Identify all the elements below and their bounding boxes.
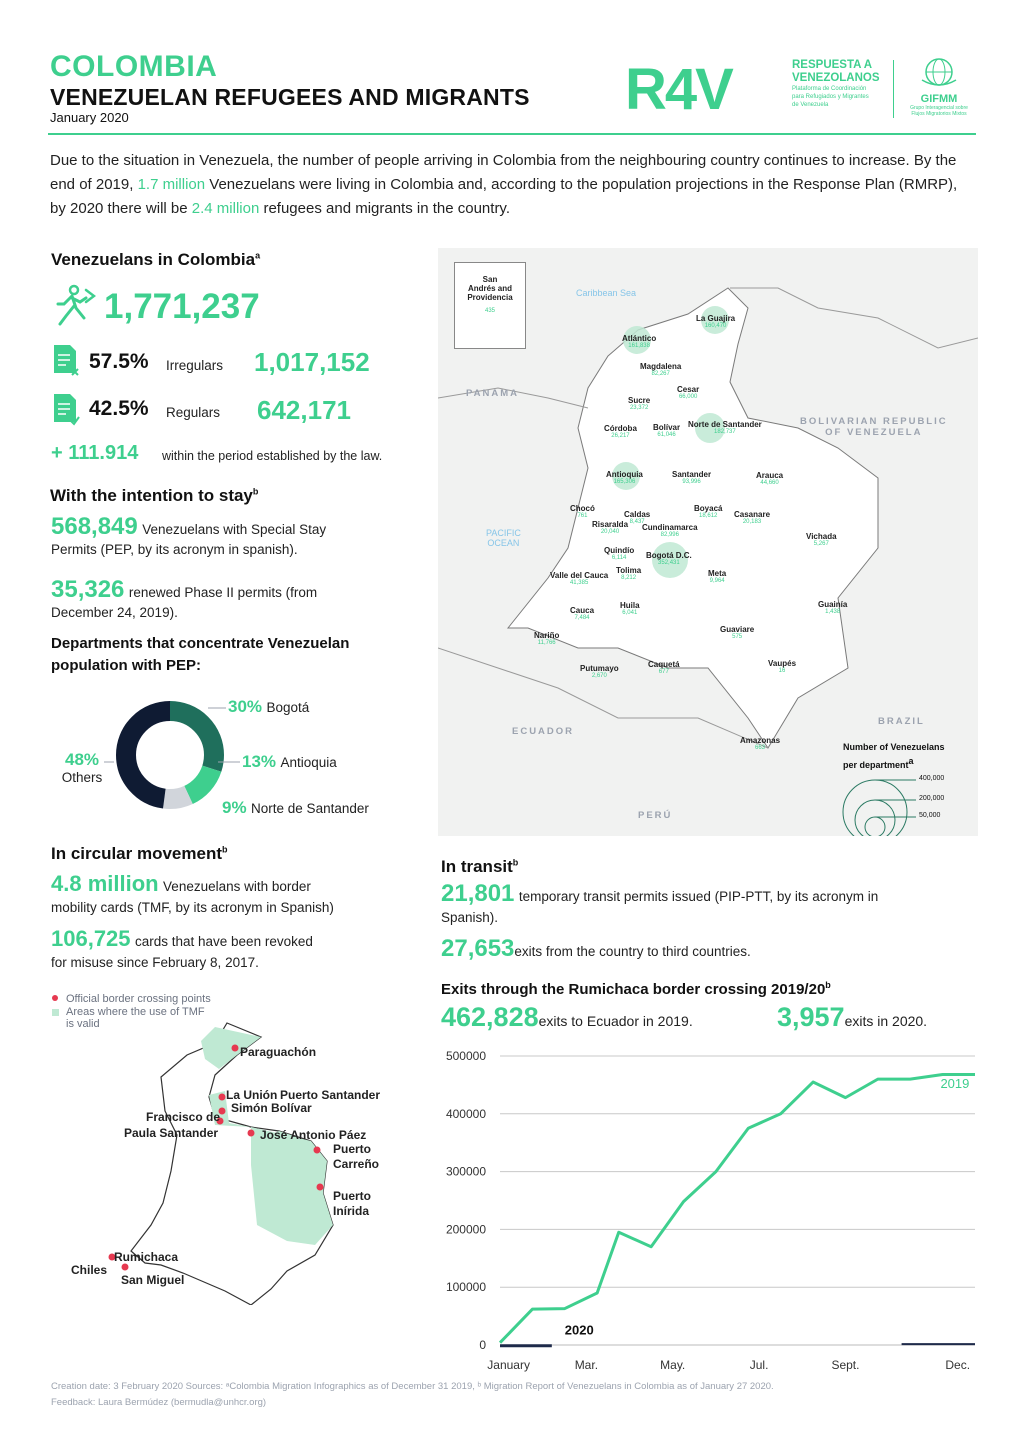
map-legend-title-1: Number of Venezuelans: [843, 742, 945, 752]
series-line-2019: [500, 1074, 975, 1342]
tmf-block: [51, 873, 431, 918]
map-legend-400k: 400,000: [919, 775, 945, 782]
department-value: 2,670: [591, 673, 607, 679]
inset-value: 435: [484, 308, 495, 314]
inset-title-2: Andrés and: [467, 284, 512, 293]
department-value: 9,964: [709, 578, 725, 584]
department-name: Risaralda: [592, 520, 629, 529]
department-name: Sucre: [628, 396, 651, 405]
department-value: 677: [658, 669, 669, 675]
donut-label-norte: [222, 798, 369, 818]
page-title: VENEZUELAN REFUGEES AND MIGRANTS: [50, 84, 530, 110]
department-name: Chocó: [570, 504, 595, 513]
department-value: 160,470: [704, 323, 727, 329]
regular-value: 642,171: [257, 395, 351, 425]
walking-person-icon: [50, 284, 96, 331]
map-legend-title-2: per department: [843, 760, 909, 770]
tmf-value: 4.8 million: [51, 871, 159, 896]
donut-leader-lines: [100, 690, 240, 820]
x-tick-label: Mar.: [574, 1358, 599, 1372]
department-name: Cesar: [677, 385, 700, 394]
department-label: [818, 600, 847, 615]
department-value: 575: [732, 634, 743, 640]
border-point-puerto-inirida: [317, 1184, 324, 1191]
department-value: 165,306: [613, 479, 636, 485]
department-label: [756, 471, 783, 486]
red-dot-icon: [52, 995, 58, 1001]
department-label: [734, 510, 770, 525]
donut-name-norte: Norte de Santander: [251, 801, 369, 816]
circular-heading-sup: b: [222, 844, 228, 855]
exits-2020-block: [777, 1002, 927, 1033]
inset-title-3: Providencia: [467, 293, 513, 302]
crossing-la-union: La Unión: [226, 1088, 278, 1102]
donut-name-others: Others: [61, 770, 103, 785]
donut-label-bogota: [228, 697, 309, 717]
tmf-text2: mobility cards (TMF, by its acronym in Spanish): [51, 900, 334, 915]
department-value: 161,838: [628, 343, 650, 349]
renewed-text1: renewed Phase II permits (from: [128, 585, 318, 600]
department-name: Guainía: [818, 600, 848, 609]
green-square-icon: [52, 1009, 59, 1016]
department-label: [688, 420, 762, 435]
y-tick-label: 100000: [445, 1280, 486, 1295]
department-name: Magdalena: [640, 362, 682, 371]
department-value: 8,437: [629, 519, 645, 525]
departments-heading-1: Departments that concentrate Venezuelan: [51, 635, 350, 652]
department-name: Huila: [620, 601, 640, 610]
pip-text2: Spanish).: [441, 910, 499, 925]
x-tick-label: May.: [660, 1358, 686, 1372]
department-value: 352,431: [658, 560, 680, 566]
department-label: [640, 362, 681, 377]
department-value: 8,212: [621, 575, 637, 581]
crossing-jose-antonio-paez: José Antonio Páez: [260, 1128, 367, 1142]
department-label: [806, 532, 837, 547]
crossing-carreno: Carreño: [333, 1157, 380, 1171]
crossing-simon-bolivar: Simón Bolívar: [231, 1101, 312, 1115]
department-name: Antioquia: [606, 470, 643, 479]
series-label-2020: 2020: [564, 1322, 594, 1338]
crossing-rumichaca: Rumichaca: [114, 1250, 179, 1264]
inset-title-1: San: [482, 275, 498, 284]
department-name: Norte de Santander: [688, 420, 762, 429]
department-label: [677, 385, 699, 400]
respuesta-line1: RESPUESTA A: [792, 59, 873, 71]
department-value: 6,114: [611, 555, 627, 561]
donut-pct-bogota: 30%: [228, 697, 263, 716]
department-name: Córdoba: [604, 424, 637, 433]
department-name: Arauca: [756, 471, 784, 480]
footer-sources: Creation date: 3 February 2020 Sources: ᵃColombia Migration Infographics as of December 31 2019, ᵇ Migration Report of Venezuelans in Colombia as of January 27 2020.: [51, 1381, 774, 1392]
department-value: 1,438: [825, 609, 841, 615]
rumichaca-line-chart: [430, 1040, 990, 1380]
department-label: [696, 314, 735, 329]
intro-highlight-1: 1.7 million: [137, 176, 206, 193]
stay-heading-sup: b: [252, 486, 259, 497]
regular-label: Regulars: [166, 405, 221, 420]
circular-heading-text: In circular movement: [51, 844, 223, 863]
rumichaca-heading: [441, 974, 831, 1001]
san-andres-inset: [454, 262, 526, 349]
department-name: Putumayo: [580, 664, 619, 673]
department-label: [694, 504, 722, 519]
department-value: 6,041: [622, 610, 638, 616]
ecuador-exits-value: 462,828: [441, 1002, 539, 1032]
department-label: [768, 659, 796, 674]
department-label: [646, 551, 692, 566]
intro-text-2: Venezuelans were living in Colombia and, according to the population projections in the Response Plan (RMRP), by 2020 there will be: [50, 176, 958, 217]
border-point-san-miguel: [122, 1264, 129, 1271]
gifmm-logo: [903, 56, 975, 120]
pep-block: [51, 513, 431, 560]
department-value: 20,183: [742, 519, 762, 525]
transit-heading-text: In transit: [441, 857, 513, 876]
department-value: 7,484: [574, 615, 590, 621]
venezuelans-heading-text: Venezuelans in Colombia: [51, 250, 256, 269]
crossing-chiles: Chiles: [71, 1263, 108, 1277]
x-tick-label: Jul.: [749, 1358, 769, 1372]
department-name: Nariño: [534, 631, 560, 640]
intro-text-3: refugees and migrants in the country.: [259, 200, 510, 217]
department-value: 761: [577, 513, 588, 519]
revoked-value: 106,725: [51, 926, 131, 951]
department-name: Caldas: [624, 510, 651, 519]
x-tick-label: Dec.: [945, 1358, 971, 1372]
logo-divider: [893, 60, 894, 118]
departments-map: [438, 248, 978, 836]
extra-value: + 111.914: [51, 442, 139, 464]
border-point-puerto-carreno: [314, 1147, 321, 1154]
stay-heading: [50, 486, 258, 506]
department-name: Quindío: [604, 546, 635, 555]
label-ecuador: ECUADOR: [512, 726, 575, 737]
document-regular-icon: [52, 392, 80, 431]
exits-block: [441, 935, 751, 963]
department-name: Atlántico: [622, 334, 657, 343]
department-label: [622, 334, 656, 349]
donut-pct-norte: 9%: [222, 798, 247, 817]
department-label: [648, 660, 680, 675]
tmf-area-legend-2: is valid: [66, 1018, 100, 1030]
map-legend-title: [843, 740, 945, 772]
crossing-paula-santander: Paula Santander: [124, 1126, 219, 1140]
renewed-text2: December 24, 2019).: [51, 605, 178, 620]
department-value: 11,766: [537, 640, 556, 646]
legend-circle-mid: [855, 800, 895, 836]
department-label: [606, 470, 643, 485]
department-value: 5,267: [813, 541, 829, 547]
venezuelans-heading-sup: a: [255, 250, 261, 261]
department-value: 182,737: [714, 429, 736, 435]
department-label: [570, 606, 594, 621]
exits-2020-text: exits in 2020.: [844, 1013, 928, 1029]
crossing-inirida: Inírida: [333, 1204, 370, 1218]
ecuador-exits-block: [441, 1002, 693, 1033]
y-tick-label: 300000: [445, 1164, 486, 1179]
gifmm-sub1: Grupo Interagencial sobre: [910, 105, 968, 111]
y-tick-label: 500000: [445, 1049, 486, 1063]
y-tick-label: 400000: [445, 1106, 486, 1121]
total-venezuelans: 1,771,237: [104, 287, 260, 326]
rumichaca-heading-text: Exits through the Rumichaca border crossing 2019/20: [441, 981, 826, 998]
donut-pct-antioquia: 13%: [242, 752, 277, 771]
colombia-shape: [508, 288, 878, 748]
department-value: 26,217: [611, 433, 630, 439]
department-value: 82,267: [651, 371, 670, 377]
map-legend-200k: 200,000: [919, 795, 945, 802]
tmf-text1: Venezuelans with border: [163, 879, 311, 894]
pip-block: [441, 880, 971, 928]
crossing-san-miguel: San Miguel: [121, 1273, 185, 1287]
department-value: 20,040: [600, 529, 620, 535]
department-value: 663: [755, 745, 766, 751]
rumichaca-heading-sup: b: [825, 980, 831, 990]
department-label: [708, 569, 726, 584]
department-name: Meta: [708, 569, 727, 578]
r4v-logo: [625, 57, 785, 117]
extra-label: within the period established by the law.: [162, 449, 383, 463]
x-tick-label: Sept.: [831, 1358, 860, 1372]
map-legend-sup: a: [908, 756, 914, 766]
header-divider: [48, 133, 976, 135]
department-value: 61,046: [657, 432, 676, 438]
department-name: Cundinamarca: [642, 523, 698, 532]
department-name: Santander: [672, 470, 712, 479]
venezuelans-heading: [51, 250, 260, 270]
department-label: [620, 601, 640, 616]
transit-heading-sup: b: [512, 857, 519, 868]
ecuador-exits-text: exits to Ecuador in 2019.: [538, 1013, 693, 1029]
y-tick-label: 200000: [445, 1222, 486, 1237]
department-name: Caquetá: [648, 660, 680, 669]
crossing-paraguachon: Paraguachón: [240, 1045, 317, 1059]
department-label: [604, 424, 637, 439]
pip-text1: temporary transit permits issued (PIP-PTT, by its acronym in: [518, 889, 879, 904]
exits-2020-value: 3,957: [777, 1002, 845, 1032]
legend-circle-small: [865, 817, 885, 836]
border-point-legend: [52, 989, 211, 1007]
renewed-value: 35,326: [51, 576, 125, 603]
crossing-puerto-santander: Puerto Santander: [280, 1088, 381, 1102]
label-brazil: BRAZIL: [878, 716, 925, 727]
department-label: [580, 664, 619, 679]
revoked-text1: cards that have been revoked: [134, 934, 313, 949]
pep-text2: Permits (PEP, by its acronym in spanish).: [51, 542, 298, 557]
revoked-text2: for misuse since February 8, 2017.: [51, 955, 259, 970]
transit-heading: [441, 857, 518, 877]
label-venezuela-1: BOLIVARIAN REPUBLIC: [800, 416, 948, 427]
exits-value: 27,653: [441, 935, 515, 962]
document-irregular-icon: [52, 343, 80, 382]
department-value: 41,385: [569, 580, 589, 586]
department-name: La Guajira: [696, 314, 736, 323]
department-value: 66,000: [678, 394, 698, 400]
department-name: Guaviare: [720, 625, 755, 634]
label-venezuela-2: OF VENEZUELA: [825, 427, 923, 438]
label-caribbean: Caribbean Sea: [576, 288, 637, 298]
border-point-legend-text: Official border crossing points: [66, 993, 211, 1005]
series-label-2019: 2019: [940, 1075, 970, 1091]
department-value: 23,372: [629, 405, 649, 411]
exits-text: exits from the country to third countries.: [514, 944, 751, 959]
department-value: 82,996: [660, 532, 679, 538]
gifmm-name: GIFMM: [920, 93, 958, 105]
donut-name-bogota: Bogotá: [266, 700, 310, 715]
donut-label-others: [60, 750, 104, 785]
department-name: Bogotá D.C.: [646, 551, 692, 560]
label-pacific-2: OCEAN: [487, 538, 520, 548]
country-title: COLOMBIA: [50, 50, 218, 83]
department-label: [592, 520, 628, 535]
irregular-value: 1,017,152: [254, 347, 370, 377]
border-point-la-union: [219, 1094, 226, 1101]
department-label: [604, 546, 634, 561]
department-label: [740, 736, 780, 751]
donut-name-antioquia: Antioquia: [280, 755, 337, 770]
department-name: Vaupés: [768, 659, 797, 668]
donut-pct-others: 48%: [64, 750, 100, 769]
respuesta-line2: VENEZOLANOS: [792, 72, 880, 84]
map-legend-50k: 50,000: [919, 812, 941, 819]
department-name: Valle del Cauca: [550, 571, 609, 580]
respuesta-sub1: Plataforma de Coordinación: [792, 86, 867, 92]
department-name: Tolima: [616, 566, 642, 575]
legend-circle-large: [843, 780, 907, 836]
department-label: [653, 423, 680, 438]
irregular-label: Irregulars: [166, 358, 224, 373]
stay-heading-text: With the intention to stay: [50, 486, 253, 505]
department-value: 16: [778, 668, 786, 674]
border-point-paraguachon: [232, 1045, 239, 1052]
footer-feedback: Feedback: Laura Bermúdez (bermudla@unhcr.org): [51, 1397, 267, 1408]
label-venezuela: [800, 416, 948, 438]
department-value: 44,660: [760, 480, 779, 486]
department-label: [570, 504, 595, 519]
departments-heading-2: population with PEP:: [51, 657, 201, 674]
department-label: [720, 625, 754, 640]
department-name: Boyacá: [694, 504, 723, 513]
intro-text-1: Due to the situation in Venezuela, the number of people arriving in Colombia from the neighbouring country continues to increase. By the end of 2019,: [50, 152, 957, 193]
crossing-puerto-2: Puerto: [333, 1189, 372, 1203]
tmf-area-legend-1: Areas where the use of TMF: [66, 1006, 205, 1018]
department-name: Vichada: [806, 532, 837, 541]
department-label: [550, 571, 608, 586]
respuesta-sub2: para Refugiados y Migrantes: [792, 94, 869, 100]
department-label: [628, 396, 650, 411]
departments-heading: [51, 633, 349, 677]
gifmm-sub2: Flujos Migratorios Mixtos: [911, 111, 967, 117]
pep-value: 568,849: [51, 513, 138, 540]
venezuela-coast: [730, 288, 978, 348]
crossing-puerto-1: Puerto: [333, 1142, 372, 1156]
department-value: 93,996: [682, 479, 701, 485]
x-tick-label: January: [487, 1358, 530, 1372]
department-value: 18,612: [699, 513, 718, 519]
department-name: Cauca: [570, 606, 595, 615]
border-point-jose-antonio-paez: [248, 1130, 255, 1137]
r4v-logo-text: R4V: [625, 57, 732, 117]
pep-text1: Venezuelans with Special Stay: [142, 522, 327, 537]
department-label: [616, 566, 641, 581]
globe-icon: [919, 56, 959, 88]
renewed-block: [51, 576, 431, 623]
y-tick-label: 0: [479, 1338, 486, 1352]
pip-value: 21,801: [441, 880, 515, 907]
department-label: [534, 631, 559, 646]
donut-label-antioquia: [242, 752, 337, 772]
intro-highlight-2: 2.4 million: [191, 200, 260, 217]
label-pacific: [486, 528, 521, 548]
label-panama: PANAMA: [466, 388, 519, 399]
intro-paragraph: [50, 149, 970, 221]
label-pacific-1: PACIFIC: [486, 528, 521, 538]
department-name: Casanare: [734, 510, 771, 519]
respuesta-block: [792, 59, 892, 109]
irregular-percent: 57.5%: [89, 350, 149, 373]
circular-heading: [51, 844, 228, 864]
respuesta-sub3: de Venezuela: [792, 102, 829, 108]
department-name: Amazonas: [740, 736, 781, 745]
department-label: [672, 470, 711, 485]
crossing-francisco-de: Francisco de: [146, 1110, 221, 1124]
department-name: Bolívar: [653, 423, 681, 432]
department-label: [642, 523, 698, 538]
label-peru: PERÚ: [638, 810, 673, 821]
regular-percent: 42.5%: [89, 397, 149, 420]
report-date: January 2020: [50, 110, 129, 125]
revoked-block: [51, 928, 431, 973]
